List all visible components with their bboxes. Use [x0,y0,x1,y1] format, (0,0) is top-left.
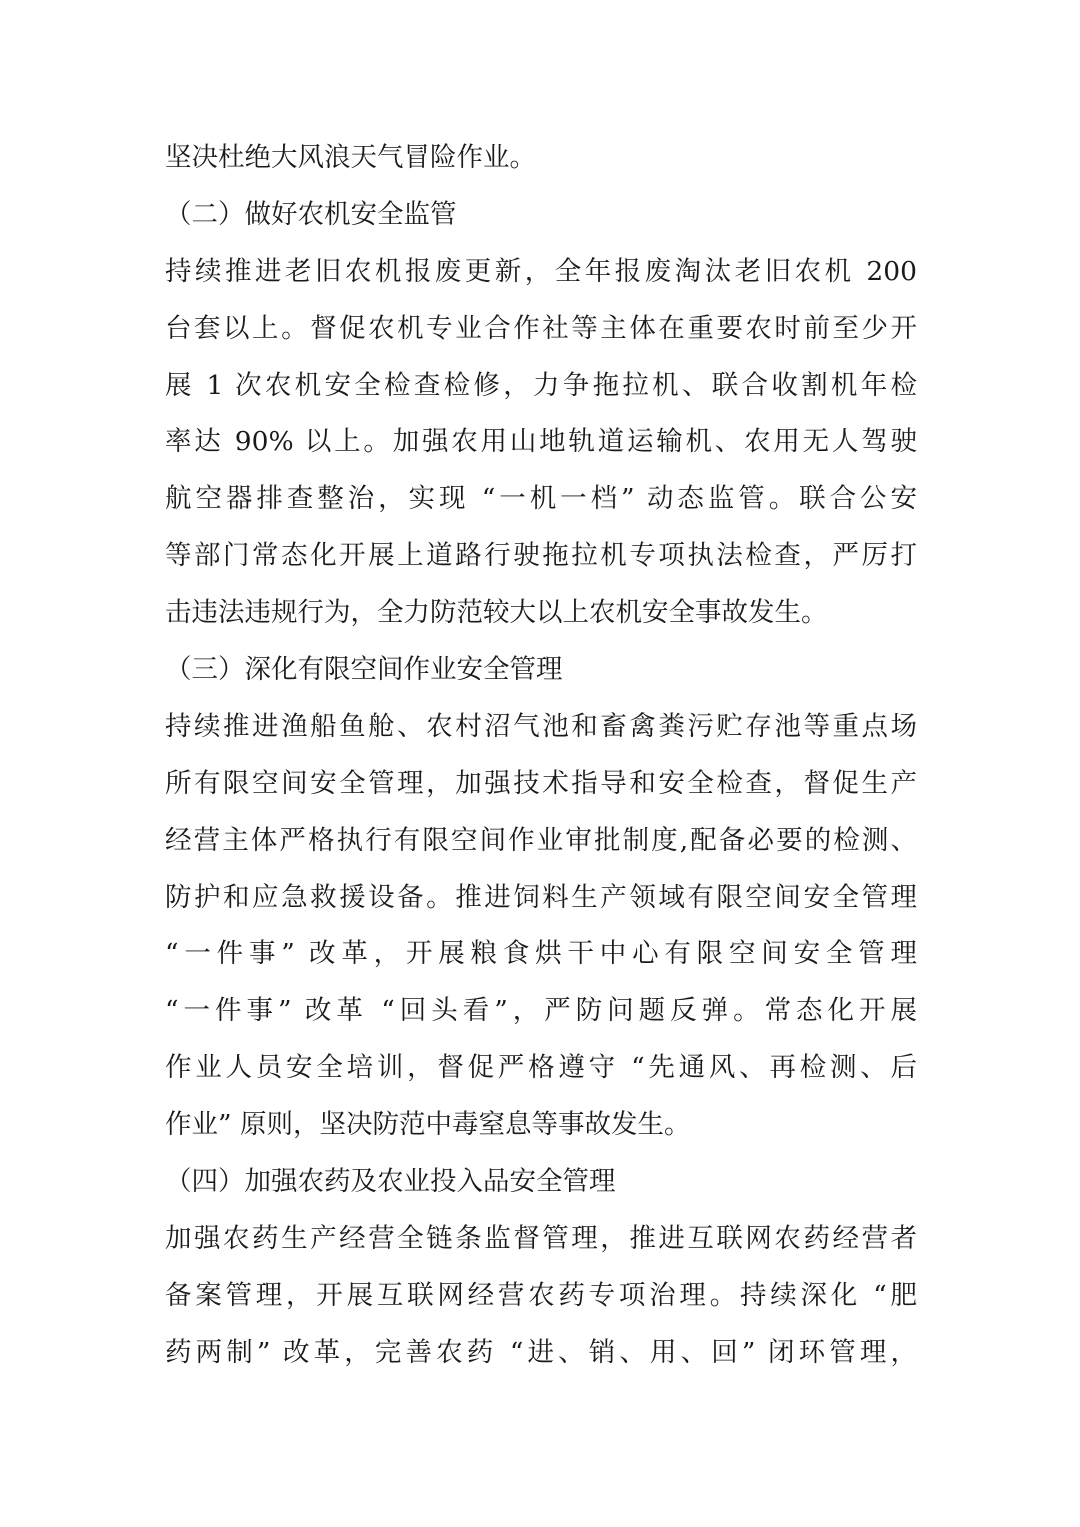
body-line: 作业人员安全培训，督促严格遵守 “先通风、再检测、后 [165,1052,917,1084]
body-line: 展 1 次农机安全检查检修，力争拖拉机、联合收割机年检 [165,369,917,401]
body-line: 备案管理，开展互联网经营农药专项治理。持续深化 “肥 [165,1279,917,1311]
body-line: 药两制” 改革，完善农药 “进、销、用、回” 闭环管理， [165,1336,917,1368]
document-body [165,130,917,1382]
body-line: 作业” 原则，坚决防范中毒窒息等事故发生。 [165,1109,691,1141]
body-line: 台套以上。督促农机专业合作社等主体在重要农时前至少开 [165,312,917,344]
body-line: “一件事” 改革 “回头看”，严防问题反弹。常态化开展 [165,995,917,1027]
body-line: 经营主体严格执行有限空间作业审批制度,配备必要的检测、 [165,824,917,856]
body-line: “一件事” 改革，开展粮食烘干中心有限空间安全管理 [165,938,917,970]
body-line: 等部门常态化开展上道路行驶拖拉机专项执法检查，严厉打 [165,540,917,572]
body-line: 率达 90% 以上。加强农用山地轨道运输机、农用无人驾驶 [165,426,917,458]
body-line: 击违法违规行为，全力防范较大以上农机安全事故发生。 [165,597,828,629]
body-line: 防护和应急救援设备。推进饲料生产领域有限空间安全管理 [165,881,917,913]
section-heading: （二）做好农机安全监管 [165,198,457,230]
body-line: 坚决杜绝大风浪天气冒险作业。 [165,142,536,173]
body-line: 航空器排查整治，实现 “一机一档” 动态监管。联合公安 [165,483,917,515]
body-line: 所有限空间安全管理，加强技术指导和安全检查，督促生产 [165,767,917,799]
section-heading: （三）深化有限空间作业安全管理 [165,654,563,686]
body-line: 持续推进老旧农机报废更新，全年报废淘汰老旧农机 200 [165,255,917,287]
body-line: 加强农药生产经营全链条监督管理，推进互联网农药经营者 [165,1222,917,1254]
body-line: 持续推进渔船鱼舱、农村沼气池和畜禽粪污贮存池等重点场 [165,710,917,742]
section-heading: （四）加强农药及农业投入品安全管理 [165,1166,616,1198]
